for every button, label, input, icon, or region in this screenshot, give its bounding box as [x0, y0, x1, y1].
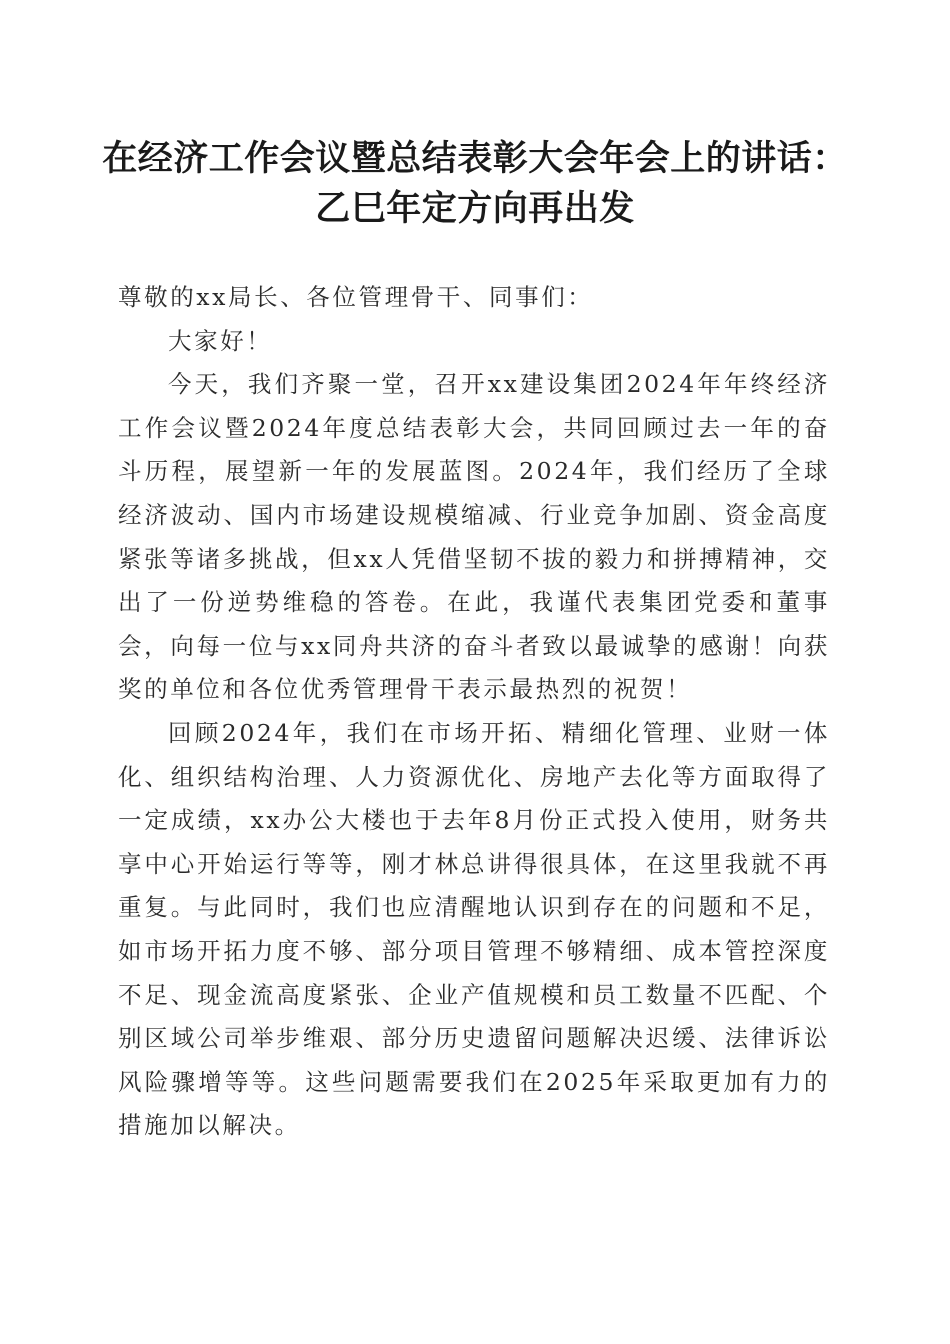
document-body: [118, 276, 830, 1148]
paragraph-review: 回顾2024年，我们在市场开拓、精细化管理、业财一体化、组织结构治理、人力资源优化、房地产去化等方面取得了一定成绩，xx办公大楼也于去年8月份正式投入使用，财务共享中心开始运行等等，刚才林总讲得很具体，在这里我就不再重复。与此同时，我们也应清醒地认识到存在的问题和不足，如市场开拓力度不够、部分项目管理不够精细、成本管控深度不足、现金流高度紧张、企业产值规模和员工数量不匹配、个别区域公司举步维艰、部分历史遗留问题解决迟缓、法律诉讼风险骤增等等。这些问题需要我们在2025年采取更加有力的措施加以解决。: [118, 718, 830, 1140]
document-title: [100, 134, 850, 234]
paragraph-greeting: 大家好！: [168, 326, 273, 355]
salutation: 尊敬的xx局长、各位管理骨干、同事们：: [118, 283, 594, 311]
title-line-2: 乙巳年定方向再出发: [315, 188, 635, 229]
title-line-1: 在经济工作会议暨总结表彰大会年会上的讲话：: [102, 138, 848, 179]
paragraph-opening: 今天，我们齐聚一堂，召开xx建设集团2024年年终经济工作会议暨2024年度总结表彰大会，共同回顾过去一年的奋斗历程，展望新一年的发展蓝图。2024年，我们经历了全球经济波动、国内市场建设规模缩减、行业竞争加剧、资金高度紧张等诸多挑战，但xx人凭借坚韧不拔的毅力和拼搏精神，交出了一份逆势维稳的答卷。在此，我谨代表集团党委和董事会，向每一位与xx同舟共济的奋斗者致以最诚挚的感谢！向获奖的单位和各位优秀管理骨干表示最热烈的祝贺！: [118, 370, 830, 704]
